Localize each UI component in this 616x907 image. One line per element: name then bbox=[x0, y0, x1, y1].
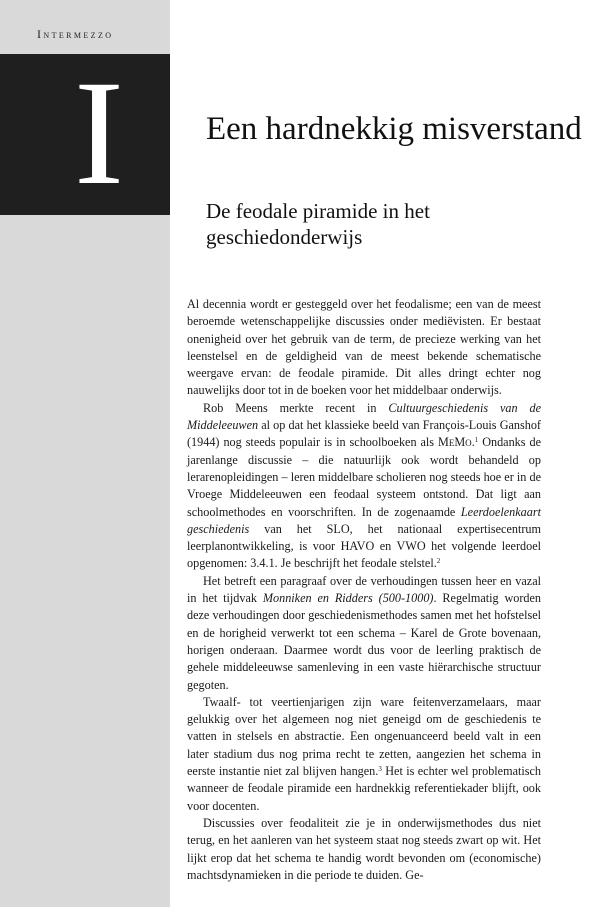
period-name: Monniken en Ridders (500-1000) bbox=[262, 591, 434, 606]
paragraph-4: Twaalf- tot veertienjarigen zijn ware feitenverzamelaars, maar gelukkig over het algemeen nog niet geneigd om de geschiedenis te vatten in stelsels en abstractie. Een ongenuanceerd beeld valt in een later stadium dus nog prima recht te zetten, aangezien het schema in eerste instantie niet zal blijven hangen.$^3$ Het is echter wel problematisch wanneer de feodale piramide een hardnekkig referentiekader blijft, ook voor docenten. bbox=[187, 694, 541, 813]
paragraph-1: Al decennia wordt er gesteggeld over het feodalisme; een van de meest beroemde wetenschappelijke discussies onder mediëvisten. Er bestaat onenigheid over het gebruik van de term, de precieze werking van het leenstelsel en de geldigheid van de meest bekende schematische weergave ervan: de feodale piramide. Dit alles dringt echter nog nauwelijks door tot in de boeken voor het middelbaar onderwijs. bbox=[187, 297, 541, 398]
paragraph-3: Het betreft een paragraaf over de verhoudingen tussen heer en vazal in het tijdvak Monniken en Ridders (500-1000). Regelmatig worden deze verhoudingen door geschiedenismethodes samen met het hofstelsel en de horigheid verwerkt tot een schema – Karel de Grote bovenaan, horigen onderaan. Daarmee wordt dus voor de leerling praktisch de gehele middeleeuwse samenleving in een vaste hiërarchische structuur gegoten. bbox=[187, 573, 542, 692]
book-title: Cultuurgeschiedenis van de Middeleeuwen bbox=[187, 400, 541, 433]
method-name: MeMo bbox=[438, 435, 472, 450]
document-title: Leerdoelenkaart geschiedenis bbox=[187, 504, 541, 536]
chapter-numeral: I bbox=[74, 50, 124, 216]
footnote-ref: 2 bbox=[436, 557, 441, 566]
chapter-title: Een hardnekkig misverstand bbox=[206, 111, 582, 147]
chapter-subtitle: De feodale piramide in het geschiedonderwijs bbox=[206, 199, 430, 249]
footnote-ref: 3 bbox=[378, 765, 382, 774]
section-label: Intermezzo bbox=[37, 27, 114, 41]
paragraph-5: Discussies over feodaliteit zie je in onderwijsmethodes dus niet terug, en het aanleren van het systeem staat nog steeds zwart op wit. Het lijkt erop dat het schema te handig wordt bevonden om (economische) machtsdynamieken in die periode te duiden. Ge- bbox=[187, 815, 541, 882]
paragraph-2: Rob Meens merkte recent in Cultuurgeschiedenis van de Middeleeuwen al op dat het klassieke beeld van François-Louis Ganshof (1944) nog steeds populair is in schoolboeken als MeMo.$^1$ Ondanks de jarenlange discussie – die natuurlijk ook wordt behandeld op lerarenopleidingen – leren middelbare scholieren nog steeds hoe er in de Vroege Middeleeuwen een feodaal systeem ontstond. Dat ligt aan schoolmethodes en voorschriften. In de zogenaamde Leerdoelenkaart geschiedenis van het SLO, het nationaal expertisecentrum leerplanontwikkeling, is voor HAVO en VWO het volgende leerdoel opgenomen: 3.4.1. Je beschrijft het feodale stelstel.$^2$ bbox=[187, 400, 541, 571]
footnote-ref: 1 bbox=[474, 436, 479, 445]
body-text bbox=[187, 296, 541, 884]
